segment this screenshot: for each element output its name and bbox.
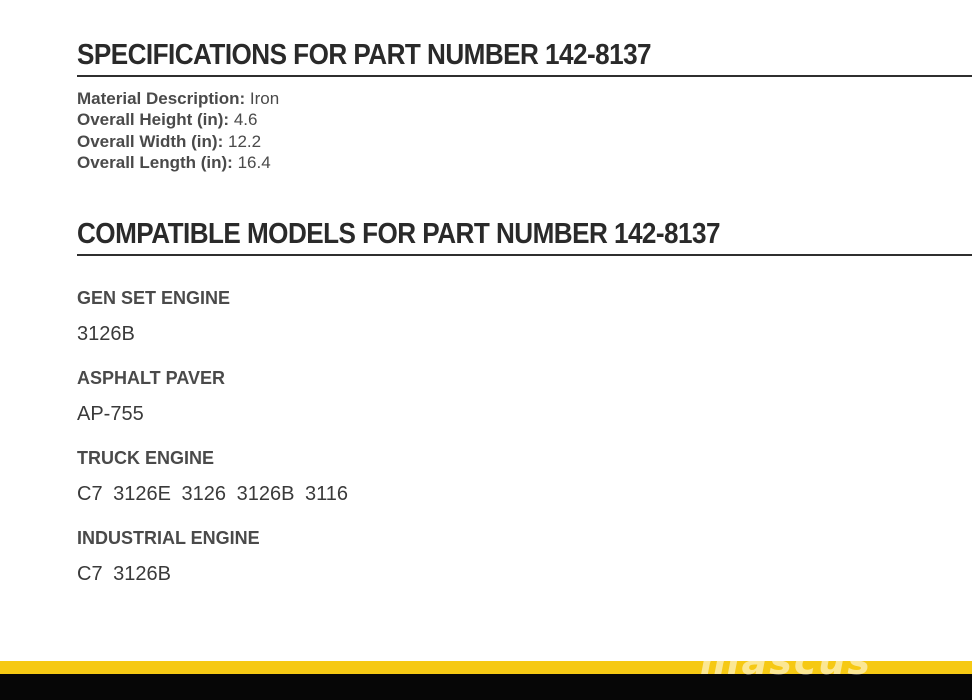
spec-value: 12.2 [227, 131, 262, 151]
spec-row-material [77, 88, 279, 109]
model-item: 3126B [236, 483, 295, 505]
model-group-industrial-engine [77, 528, 260, 586]
model-item: C7 [77, 483, 103, 505]
model-list [77, 482, 348, 506]
spec-value: 16.4 [237, 152, 271, 172]
model-category-label: INDUSTRIAL ENGINE [77, 528, 260, 548]
model-item: 3116 [305, 483, 349, 505]
compatible-models-divider [77, 254, 972, 256]
model-category-label: GEN SET ENGINE [77, 288, 231, 308]
model-item: 3126 [181, 483, 227, 505]
model-item: C7 [77, 563, 103, 585]
specifications-divider [77, 75, 972, 77]
spec-value: Iron [249, 89, 280, 108]
model-item: 3126E [113, 483, 171, 505]
compatible-models-heading: COMPATIBLE MODELS FOR PART NUMBER 142-8137 [77, 218, 720, 250]
spec-row-width [77, 131, 279, 152]
spec-label: Overall Length (in): [77, 152, 233, 172]
spec-label: Overall Width (in): [77, 131, 224, 151]
spec-row-height [77, 109, 279, 130]
mascus-watermark-logo: mascus [700, 641, 873, 681]
model-item: AP-755 [77, 403, 144, 425]
model-item: 3126B [77, 323, 135, 345]
specifications-heading: SPECIFICATIONS FOR PART NUMBER 142-8137 [77, 39, 652, 71]
model-group-truck-engine [77, 448, 348, 506]
model-group-asphalt-paver [77, 368, 225, 426]
spec-label: Material Description: [77, 89, 246, 108]
model-list [77, 562, 260, 586]
spec-row-length [77, 152, 279, 173]
model-list [77, 402, 225, 426]
spec-value: 4.6 [233, 110, 258, 130]
model-group-gen-set-engine [77, 288, 230, 346]
model-list [77, 322, 230, 346]
spec-label: Overall Height (in): [77, 110, 230, 130]
model-category-label: ASPHALT PAVER [77, 368, 226, 388]
model-category-label: TRUCK ENGINE [77, 448, 215, 468]
model-item: 3126B [113, 563, 171, 585]
specifications-list [77, 88, 279, 173]
